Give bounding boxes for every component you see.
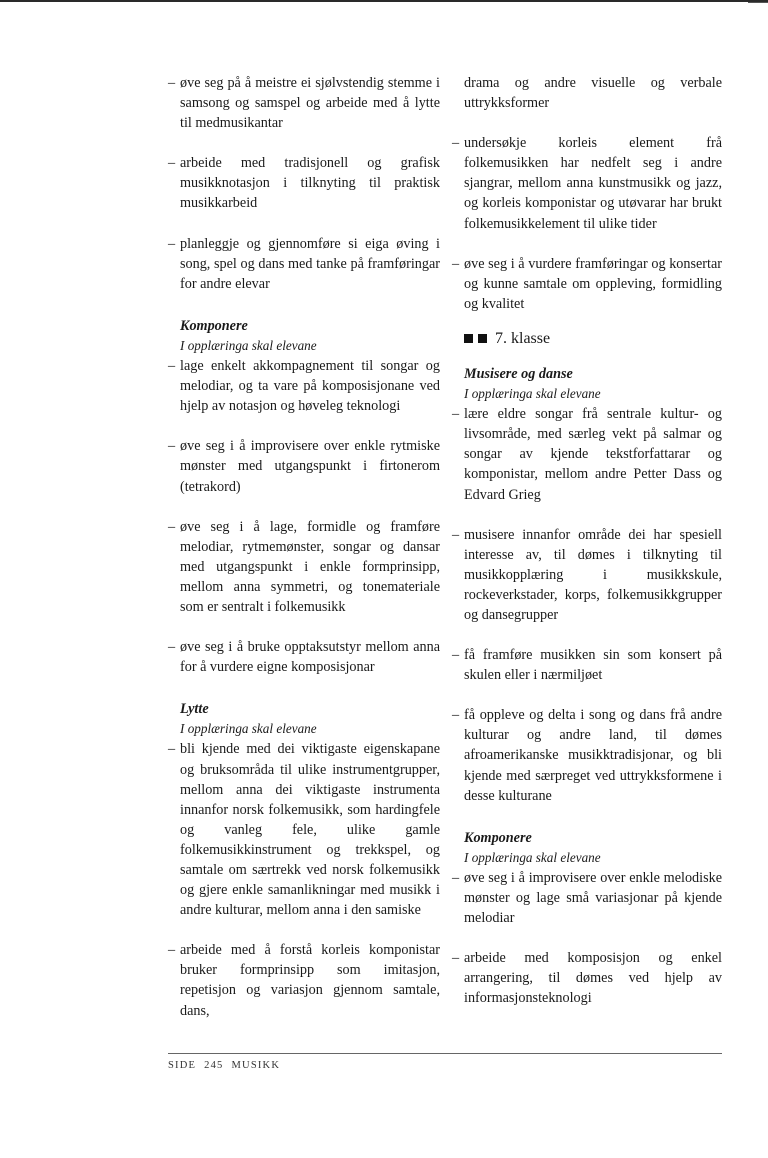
- bullet-dash: –: [168, 741, 176, 758]
- top-border-rule: [0, 0, 768, 2]
- item-text: drama og andre visuelle og verbale uttrykksformer: [464, 75, 722, 112]
- item-text: undersøkje korleis element frå folkemusikken har nedfelt seg i andre sjangrar, mellom anna kunstmusikk og jazz, og korleis komponistar og utøvarar har brukt folkemusikkelement til ulike tider: [464, 135, 722, 232]
- section-title: Lytte: [180, 701, 209, 718]
- item-text: få framføre musikken sin som konsert på skulen eller i nærmiljøet: [464, 647, 722, 684]
- bullet-dash: –: [452, 135, 460, 152]
- section-subtitle: I opplæringa skal elevane: [464, 849, 601, 865]
- section-lytte: [168, 699, 440, 1020]
- item-text: arbeide med å forstå korleis komponistar bruker formprinsipp som imitasjon, repetisjon og variasjon gjennom samtale, dans,: [180, 942, 440, 1019]
- item-text: arbeide med tradisjonell og grafisk musikknotasjon i tilknyting til praktisk musikkarbeid: [180, 155, 440, 212]
- item-text: øve seg i å vurdere framføringar og konsertar og kunne samtale om oppleving, formidling og kvalitet: [464, 255, 722, 312]
- list-item: [168, 234, 440, 294]
- bullet-dash: –: [168, 942, 176, 959]
- list-item: [452, 705, 722, 805]
- list-item: [452, 254, 722, 314]
- footer-page-number: 245: [204, 1060, 224, 1071]
- item-text: arbeide med komposisjon og enkel arrangering, til dømes ved hjelp av informasjonsteknologi: [464, 950, 722, 1007]
- bullet-dash: –: [168, 358, 176, 375]
- bullet-dash: –: [168, 438, 176, 455]
- footer-side-label: SIDE: [168, 1060, 197, 1071]
- section-title: Musisere og danse: [464, 365, 573, 382]
- item-text: få oppleve og delta i song og dans frå andre kulturar og andre land, til dømes afroamerikanske musikktradisjonar, og bli kjende med særpreget ved uttrykksformene i desse kulturane: [464, 707, 722, 804]
- bullet-dash: –: [452, 869, 460, 886]
- item-text: øve seg i å bruke opptaksutstyr mellom anna for å vurdere eigne komposisjonar: [180, 639, 440, 676]
- bullet-dash: –: [452, 526, 460, 543]
- bullet-dash: –: [168, 639, 176, 656]
- item-text: øve seg på å meistre ei sjølvstendig stemme i samsong og samspel og arbeide med å lytte til medmusikantar: [180, 75, 440, 132]
- section-subtitle: I opplæringa skal elevane: [180, 721, 317, 737]
- list-item-continuation: [452, 73, 722, 113]
- bullet-dash: –: [452, 647, 460, 664]
- bullet-dash: –: [168, 518, 176, 535]
- item-text: øve seg i å improvisere over enkle melodiske mønster og lage små variasjonar på kjende melodiar: [464, 869, 722, 927]
- bullet-dash: –: [452, 255, 460, 272]
- footer-subject: MUSIKK: [231, 1060, 281, 1071]
- list-item: [168, 739, 440, 920]
- item-text: øve seg i å improvisere over enkle rytmiske mønster med utgangspunkt i firtonerom (tetrakord): [180, 438, 440, 495]
- right-column: [452, 73, 722, 1028]
- list-item: [452, 133, 722, 233]
- item-text: planleggje og gjennomføre si eiga øving i song, spel og dans med tanke på framføringar for andre elevar: [180, 235, 440, 292]
- bullet-dash: –: [452, 707, 460, 724]
- item-text: lage enkelt akkompagnement til songar og melodiar, og ta vare på komposisjonane ved hjelp av notasjon og høveleg teknologi: [180, 358, 440, 415]
- section-komponere: [168, 316, 440, 677]
- list-item: [168, 637, 440, 677]
- item-text: bli kjende med dei viktigaste eigenskapane og bruksområda til ulike instrumentgrupper, mellom anna dei viktigaste instrumenta innanfor norsk folkemusikk, som hardingfele og vanleg fele, ulike gamle folkemusikkinstrument og trekkspel, og samtale om særtrekk ved norsk folkemusikk og gjere enkle samanlikningar med musikk i andre kulturar, mellom anna i den samiske: [180, 741, 440, 919]
- list-item: [452, 525, 722, 625]
- page-footer: [168, 1060, 288, 1071]
- section-musisere: [452, 364, 722, 806]
- list-item: [168, 436, 440, 496]
- list-item: [168, 73, 440, 133]
- square-bullets-icon: [464, 334, 487, 343]
- left-column: [168, 73, 440, 1041]
- list-item: [452, 645, 722, 685]
- grade-heading-text: 7. klasse: [495, 329, 551, 347]
- item-text: lære eldre songar frå sentrale kultur- og livsområde, med særleg vekt på salmar og songar av kjende tekstforfattarar og komponistar, mellom andre Petter Dass og Edvard Grieg: [464, 406, 722, 503]
- list-item: [452, 868, 722, 928]
- section-subtitle: I opplæringa skal elevane: [180, 337, 317, 353]
- bullet-dash: –: [168, 75, 176, 91]
- list-item: [168, 517, 440, 617]
- footer-rule: [168, 1053, 722, 1054]
- corner-mark: [748, 2, 768, 3]
- list-item: [168, 356, 440, 416]
- bullet-dash: –: [452, 406, 460, 423]
- grade-heading: [464, 328, 722, 350]
- list-item: [452, 948, 722, 1008]
- bullet-dash: –: [168, 235, 176, 252]
- bullet-dash: –: [452, 950, 460, 967]
- section-title: Komponere: [464, 829, 532, 846]
- list-item: [168, 153, 440, 213]
- section-title: Komponere: [180, 317, 248, 334]
- item-text: øve seg i å lage, formidle og framføre melodiar, rytmemønster, songar og dansar med utgangspunkt i enkle formprinsipp, mellom anna symmetri, og tonemateriale som er sentralt i folkemusikk: [180, 518, 440, 615]
- list-item: [452, 404, 722, 504]
- item-text: musisere innanfor område dei har spesiell interesse av, til dømes i tilknyting til musikkopplæring i musikkskule, rockeverkstader, korps, folkemusikkgrupper og dansegrupper: [464, 526, 722, 623]
- section-subtitle: I opplæringa skal elevane: [464, 386, 601, 402]
- bullet-dash: –: [168, 155, 176, 172]
- section-komponere-7: [452, 828, 722, 1009]
- list-item: [168, 940, 440, 1020]
